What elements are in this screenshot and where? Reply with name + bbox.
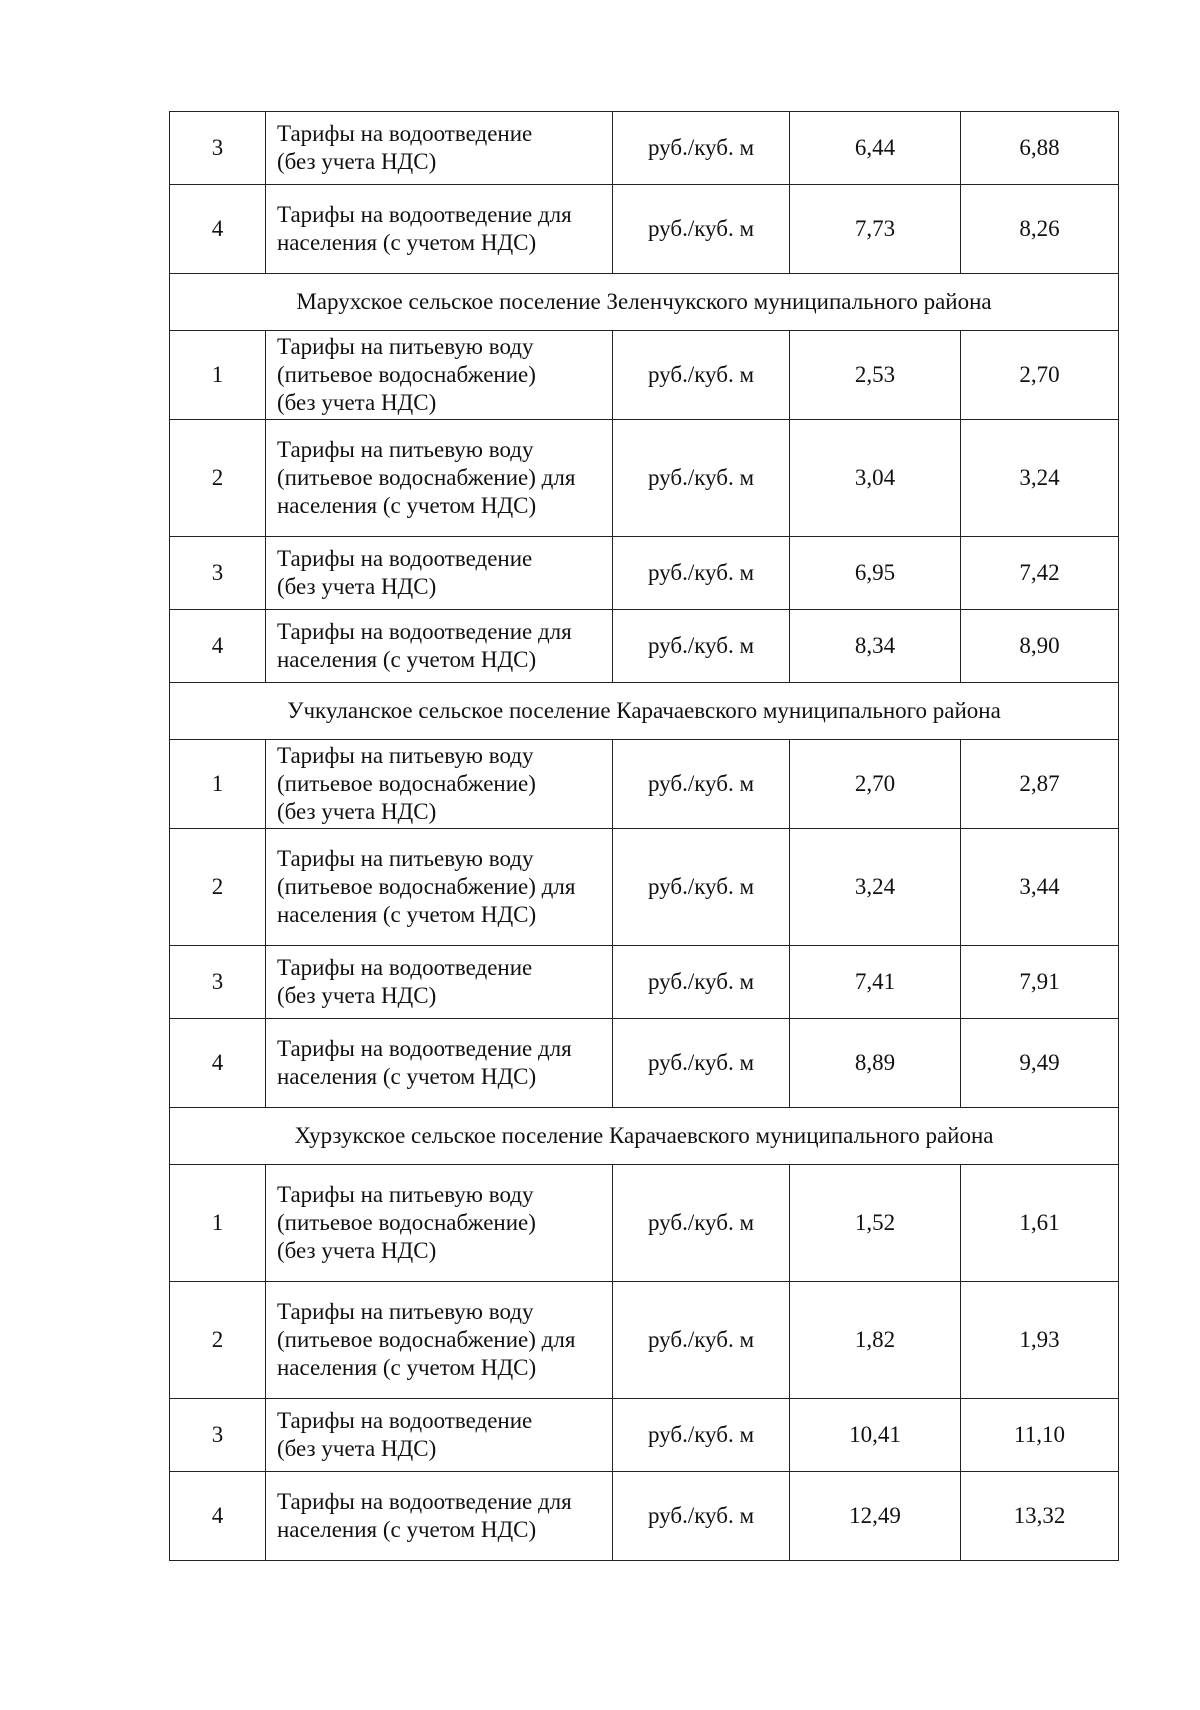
tariff-name-line: Тарифы на питьевую воду	[277, 1182, 534, 1207]
table-row	[170, 112, 1119, 185]
tariff-name-line: Тарифы на питьевую воду	[277, 437, 534, 462]
tariff-value-period-1: 12,49	[790, 1472, 961, 1561]
tariff-value-period-2: 3,24	[961, 420, 1119, 537]
section-header-row	[170, 274, 1119, 331]
tariff-value-period-1: 6,44	[790, 112, 961, 185]
table-row	[170, 185, 1119, 274]
table-row	[170, 1019, 1119, 1108]
tariff-name-line: Тарифы на водоотведение для	[277, 1489, 572, 1514]
unit-cell: руб./куб. м	[613, 1399, 790, 1472]
tariff-name-line: (без учета НДС)	[277, 1238, 437, 1263]
unit-cell: руб./куб. м	[613, 420, 790, 537]
row-number: 2	[170, 420, 266, 537]
tariff-value-period-1: 10,41	[790, 1399, 961, 1472]
table-row	[170, 331, 1119, 420]
row-number: 2	[170, 1282, 266, 1399]
tariff-name	[266, 420, 613, 537]
tariff-name	[266, 740, 613, 829]
tariff-name-line: Тарифы на питьевую воду	[277, 743, 534, 768]
tariff-value-period-2: 7,91	[961, 946, 1119, 1019]
tariff-name-line: Тарифы на водоотведение	[277, 955, 533, 980]
tariff-name	[266, 185, 613, 274]
row-number: 4	[170, 610, 266, 683]
row-number: 1	[170, 1165, 266, 1282]
tariff-table-body	[170, 112, 1119, 1561]
tariff-name-line: (питьевое водоснабжение)	[277, 362, 536, 387]
tariff-name-line: (без учета НДС)	[277, 574, 437, 599]
row-number: 4	[170, 185, 266, 274]
tariff-value-period-1: 7,73	[790, 185, 961, 274]
row-number: 4	[170, 1019, 266, 1108]
tariff-name	[266, 946, 613, 1019]
tariff-name-line: (питьевое водоснабжение) для	[277, 465, 576, 490]
tariff-name-line: (без учета НДС)	[277, 799, 437, 824]
tariff-name-line: (без учета НДС)	[277, 390, 437, 415]
tariff-value-period-1: 8,89	[790, 1019, 961, 1108]
table-row	[170, 1282, 1119, 1399]
tariff-value-period-1: 1,82	[790, 1282, 961, 1399]
tariff-value-period-2: 2,70	[961, 331, 1119, 420]
table-row	[170, 537, 1119, 610]
unit-cell: руб./куб. м	[613, 610, 790, 683]
section-header-row	[170, 683, 1119, 740]
tariff-name-line: населения (с учетом НДС)	[277, 230, 537, 255]
section-title: Хурзукское сельское поселение Карачаевского муниципального района	[170, 1108, 1119, 1165]
table-row	[170, 1472, 1119, 1561]
row-number: 1	[170, 331, 266, 420]
tariff-value-period-2: 11,10	[961, 1399, 1119, 1472]
tariff-name-line: (питьевое водоснабжение) для	[277, 874, 576, 899]
table-row	[170, 1165, 1119, 1282]
tariff-value-period-1: 3,04	[790, 420, 961, 537]
tariff-name-line: Тарифы на водоотведение	[277, 546, 533, 571]
tariff-name-line: (питьевое водоснабжение)	[277, 771, 536, 796]
tariff-name-line: Тарифы на питьевую воду	[277, 334, 534, 359]
tariff-name-line: (питьевое водоснабжение) для	[277, 1327, 576, 1352]
tariff-table	[169, 111, 1119, 1561]
table-row	[170, 1399, 1119, 1472]
tariff-value-period-1: 2,53	[790, 331, 961, 420]
row-number: 3	[170, 537, 266, 610]
table-row	[170, 610, 1119, 683]
tariff-name-line: Тарифы на водоотведение для	[277, 1036, 572, 1061]
tariff-name-line: Тарифы на водоотведение для	[277, 619, 572, 644]
unit-cell: руб./куб. м	[613, 1019, 790, 1108]
tariff-value-period-2: 3,44	[961, 829, 1119, 946]
tariff-value-period-2: 6,88	[961, 112, 1119, 185]
row-number: 3	[170, 1399, 266, 1472]
tariff-name	[266, 1472, 613, 1561]
table-row	[170, 829, 1119, 946]
unit-cell: руб./куб. м	[613, 946, 790, 1019]
tariff-value-period-2: 9,49	[961, 1019, 1119, 1108]
tariff-name-line: Тарифы на водоотведение	[277, 1408, 533, 1433]
tariff-value-period-2: 13,32	[961, 1472, 1119, 1561]
unit-cell: руб./куб. м	[613, 740, 790, 829]
unit-cell: руб./куб. м	[613, 331, 790, 420]
tariff-value-period-1: 3,24	[790, 829, 961, 946]
tariff-name	[266, 829, 613, 946]
table-row	[170, 946, 1119, 1019]
unit-cell: руб./куб. м	[613, 537, 790, 610]
tariff-value-period-2: 2,87	[961, 740, 1119, 829]
tariff-name-line: Тарифы на питьевую воду	[277, 1299, 534, 1324]
tariff-value-period-1: 6,95	[790, 537, 961, 610]
tariff-name-line: (без учета НДС)	[277, 983, 437, 1008]
unit-cell: руб./куб. м	[613, 112, 790, 185]
row-number: 2	[170, 829, 266, 946]
tariff-name-line: Тарифы на водоотведение	[277, 121, 533, 146]
unit-cell: руб./куб. м	[613, 829, 790, 946]
tariff-value-period-2: 1,93	[961, 1282, 1119, 1399]
tariff-name-line: (без учета НДС)	[277, 149, 437, 174]
unit-cell: руб./куб. м	[613, 1165, 790, 1282]
tariff-value-period-2: 8,26	[961, 185, 1119, 274]
tariff-value-period-2: 1,61	[961, 1165, 1119, 1282]
unit-cell: руб./куб. м	[613, 1472, 790, 1561]
tariff-name-line: населения (с учетом НДС)	[277, 902, 537, 927]
section-title: Марухское сельское поселение Зеленчукского муниципального района	[170, 274, 1119, 331]
tariff-value-period-1: 1,52	[790, 1165, 961, 1282]
row-number: 1	[170, 740, 266, 829]
tariff-name-line: Тарифы на водоотведение для	[277, 202, 572, 227]
tariff-value-period-2: 8,90	[961, 610, 1119, 683]
row-number: 3	[170, 946, 266, 1019]
tariff-name-line: Тарифы на питьевую воду	[277, 846, 534, 871]
row-number: 4	[170, 1472, 266, 1561]
tariff-name-line: (питьевое водоснабжение)	[277, 1210, 536, 1235]
tariff-name	[266, 1282, 613, 1399]
tariff-name	[266, 610, 613, 683]
unit-cell: руб./куб. м	[613, 185, 790, 274]
tariff-name	[266, 112, 613, 185]
tariff-name	[266, 1165, 613, 1282]
section-title: Учкуланское сельское поселение Карачаевского муниципального района	[170, 683, 1119, 740]
unit-cell: руб./куб. м	[613, 1282, 790, 1399]
tariff-name-line: населения (с учетом НДС)	[277, 1355, 537, 1380]
tariff-value-period-1: 2,70	[790, 740, 961, 829]
tariff-value-period-1: 8,34	[790, 610, 961, 683]
table-row	[170, 420, 1119, 537]
tariff-name	[266, 331, 613, 420]
tariff-name	[266, 537, 613, 610]
tariff-name-line: населения (с учетом НДС)	[277, 493, 537, 518]
tariff-name-line: населения (с учетом НДС)	[277, 1517, 537, 1542]
tariff-name-line: (без учета НДС)	[277, 1436, 437, 1461]
tariff-value-period-2: 7,42	[961, 537, 1119, 610]
tariff-name	[266, 1399, 613, 1472]
tariff-name-line: населения (с учетом НДС)	[277, 647, 537, 672]
row-number: 3	[170, 112, 266, 185]
tariff-value-period-1: 7,41	[790, 946, 961, 1019]
section-header-row	[170, 1108, 1119, 1165]
tariff-name-line: населения (с учетом НДС)	[277, 1064, 537, 1089]
table-row	[170, 740, 1119, 829]
tariff-name	[266, 1019, 613, 1108]
